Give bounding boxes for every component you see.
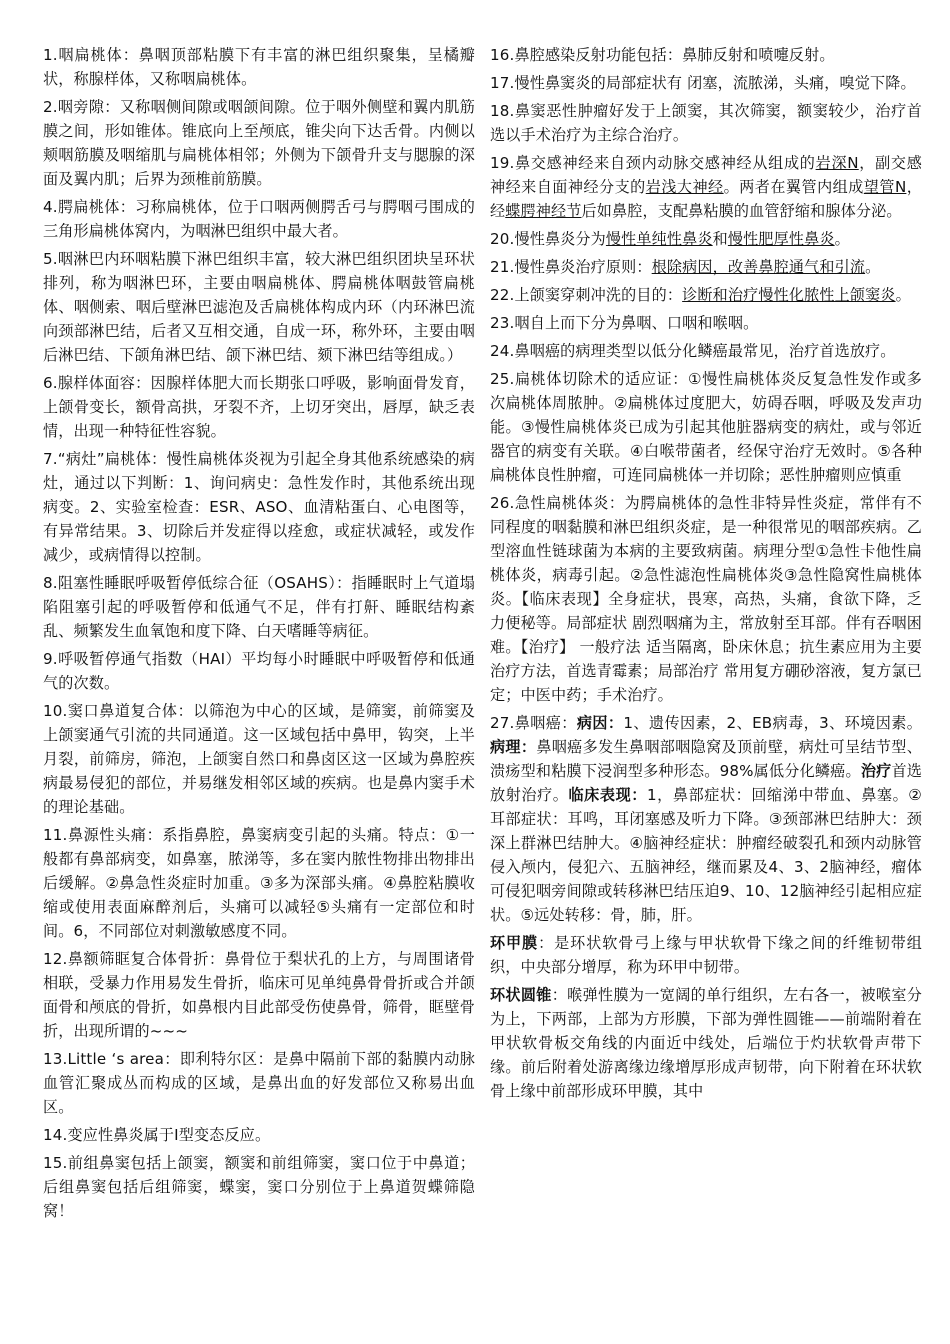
conus-elasticus-term: 环状圆锥 (490, 986, 552, 1004)
entry-5-lymphatic-ring: 5.咽淋巴内环咽粘膜下淋巴组织丰富，较大淋巴组织团块呈环状排列，称为咽淋巴环，主要由咽扁桃体、腭扁桃体咽鼓管扁桃体、咽侧索、咽后壁淋巴滤泡及舌扁桃体构成内环（内环淋巴流向颈部淋巴结，后者又互相交通，自成一环，称外环，主要由咽后淋巴结、下颌角淋巴结、颌下淋巴结、颏下淋巴结等组成。） (43, 250, 475, 364)
entry-27-text-3: 鼻咽癌多发生鼻咽部咽隐窝及顶前壁，病灶可呈结节型、溃疡型和粘膜下浸润型多种形态。98%属低分化鳞癌。 (490, 738, 922, 780)
cricothyroid-membrane-term: 环甲膜 (490, 934, 539, 952)
left-column (43, 43, 475, 1227)
entry-20-text-3: 。 (834, 230, 850, 248)
entry-19-underlined-1: 岩深N (815, 154, 859, 172)
entry-27-text-5: 1，鼻部症状：回缩涕中带血、鼻塞。②耳部症状：耳鸣，耳闭塞感及听力下降。③颈部淋巴结肿大：颈深上群淋巴结肿大。④脑神经症状：肿瘤经破裂孔和颈内动脉管侵入颅内，侵犯六、五脑神经，继而累及4、3、2脑神经，瘤体可侵犯咽旁间隙或转移淋巴结压迫9、10、12脑神经引起相应症状。⑤远处转移：骨，肺，肝。 (490, 786, 922, 924)
entry-1-pharyngeal-tonsil: 1.咽扁桃体：鼻咽顶部粘膜下有丰富的淋巴组织聚集，呈橘瓣状，称腺样体，又称咽扁桃体。 (43, 46, 475, 88)
entry-23-pharynx-divisions: 23.咽自上而下分为鼻咽、口咽和喉咽。 (490, 314, 759, 332)
entry-13-littles-area: 13.Little ‘s area：即利特尔区：是鼻中隔前下部的黏膜内动脉血管汇聚成丛而构成的区域，是鼻出血的好发部位又称易出血区。 (43, 1050, 475, 1116)
entry-6-adenoid-face: 6.腺样体面容：因腺样体肥大而长期张口呼吸，影响面骨发育，上颌骨变长，额骨高拱，牙裂不齐，上切牙突出，唇厚，缺乏表情，出现一种特征性容貌。 (43, 374, 475, 440)
entry-27-text-4: 首选放射治疗。 (490, 762, 922, 804)
entry-14-allergic-rhinitis: 14.变应性鼻炎属于Ⅰ型变态反应。 (43, 1126, 271, 1144)
entry-8-osahs: 8.阻塞性睡眠呼吸暂停低综合征（OSAHS）：指睡眠时上气道塌陷阻塞引起的呼吸暂停和低通气不足，伴有打鼾、睡眠结构紊乱、频繁发生血氧饱和度下降、白天嗜睡等病征。 (43, 574, 475, 640)
entry-19-underlined-3: 望管N (863, 178, 907, 196)
entry-25-tonsillectomy-indications: 25.扁桃体切除术的适应证：①慢性扁桃体炎反复急性发作或多次扁桃体周脓肿。②扁桃体过度肥大，妨碍吞咽，呼吸及发声功能。③慢性扁桃体炎已成为引起其他脏器病变的病灶，或与邻近器官的病变有关联。④白喉带菌者，经保守治疗无效时。⑤各种扁桃体良性肿瘤，可连同扁桃体一并切除；恶性肿瘤则应慎重 (490, 370, 922, 484)
entry-18-sinus-malignancy: 18.鼻窦恶性肿瘤好发于上颌窦，其次筛窦，额窦较少，治疗首选以手术治疗为主综合治疗。 (490, 102, 922, 144)
entry-19-text-4: ，经 (490, 178, 922, 220)
cricothyroid-membrane-text: ：是环状软骨弓上缘与甲状软骨下缘之间的纤维韧带组织，中央部分增厚，称为环甲中韧带。 (490, 934, 922, 976)
entry-27-text-1: 27.鼻咽癌： (490, 714, 577, 732)
entry-19-text-5: 后如鼻腔，支配鼻粘膜的血管舒缩和腺体分泌。 (581, 202, 902, 220)
entry-27-bold-pathology: 病理： (490, 738, 537, 756)
entry-17-chronic-sinusitis: 17.慢性鼻窦炎的局部症状有 闭塞，流脓涕，头痛，嗅觉下降。 (490, 74, 916, 92)
entry-10-ostiomeatal-complex: 10.窦口鼻道复合体：以筛泡为中心的区域，是筛窦，前筛窦及上颌窦通气引流的共同通道。这一区域包括中鼻甲，钩突，上半月裂，前筛房，筛泡，上颌窦自然口和鼻卤区这一区域为鼻腔疾病最易侵犯的部位，并易继发相邻区域的疾病。也是鼻内窦手术的理论基础。 (43, 702, 475, 816)
entry-12-naso-orbital-fracture: 12.鼻额筛眶复合体骨折：鼻骨位于梨状孔的上方，与周围诸骨相联，受暴力作用易发生骨折，临床可见单纯鼻骨骨折或合并颌面骨和颅底的骨折，如鼻根内目此部受伤使鼻骨，筛骨，眶壁骨折，出现所谓的~~~ (43, 950, 475, 1040)
entry-21-text-2: 。 (865, 258, 881, 276)
entry-27-text-2: 1、遗传因素，2、EB病毒，3、环境因素。 (623, 714, 922, 732)
entry-19-underlined-4: 蝶腭神经节 (505, 202, 582, 220)
entry-19-text-1: 19.鼻交感神经来自颈内动脉交感神经从组成的 (490, 154, 816, 172)
entry-11-rhinogenic-headache: 11.鼻源性头痛：系指鼻腔，鼻窦病变引起的头痛。特点：①一般都有鼻部病变，如鼻塞，脓涕等，多在窦内脓性物排出物排出后缓解。②鼻急性炎症时加重。③多为深部头痛。④鼻腔粘膜收缩或使用表面麻醉剂后，头痛可以减轻⑤头痛有一定部位和时间。6，不同部位对刺激敏感度不同。 (43, 826, 475, 940)
entry-20-underlined-1: 慢性单纯性鼻炎 (605, 230, 713, 248)
entry-21-underlined-1: 根除病因，改善鼻腔通气和引流 (651, 258, 866, 276)
entry-19-text-2: ，副交感神经来自面神经分支的 (490, 154, 922, 196)
entry-24-npc-pathology: 24.鼻咽癌的病理类型以低分化鳞癌最常见，治疗首选放疗。 (490, 342, 896, 360)
entry-2-parapharyngeal-space: 2.咽旁隙：又称咽侧间隙或咽颌间隙。位于咽外侧壁和翼内肌筋膜之间，形如锥体。锥底向上至颅底，锥尖向下达舌骨。内侧以颊咽筋膜及咽缩肌与扁桃体相邻；外侧为下颌骨升支与腮腺的深面及翼内肌；后界为颈椎前筋膜。 (43, 98, 475, 188)
entry-20-text-2: 和 (712, 230, 728, 248)
entry-19-text-3: 。两者在翼管内组成 (723, 178, 864, 196)
entry-27-bold-clinical: 临床表现： (568, 786, 647, 804)
entry-9-hai: 9.呼吸暂停通气指数（HAI）平均每小时睡眠中呼吸暂停和低通气的次数。 (43, 650, 475, 692)
entry-22-underlined-1: 诊断和治疗慢性化脓性上颌窦炎 (682, 286, 896, 304)
entry-19-underlined-2: 岩浅大神经 (645, 178, 724, 196)
entry-15-sinus-groups: 15.前组鼻窦包括上颌窦，额窦和前组筛窦，窦口位于中鼻道；后组鼻窦包括后组筛窦，蝶窦，窦口分别位于上鼻道贺蝶筛隐窝！ (43, 1154, 475, 1220)
entry-20-chronic-rhinitis-types (490, 227, 922, 251)
entry-22-maxillary-puncture (490, 283, 922, 307)
entry-26-acute-tonsillitis: 26.急性扁桃体炎：为腭扁桃体的急性非特异性炎症，常伴有不同程度的咽黏膜和淋巴组织炎症，是一种很常见的咽部疾病。乙型溶血性链球菌为本病的主要致病菌。病理分型①急性卡他性扁桃体炎，病毒引起。②急性滤泡性扁桃体炎③急性隐窝性扁桃体炎。【临床表现】全身症状，畏寒，高热，头痛，食欲下降，乏力便秘等。局部症状 剧烈咽痛为主，常放射至耳部。伴有吞咽困难。【治疗】 一般疗法 适当隔离，卧床休息；抗生素应用为主要治疗方法，首选青霉素；局部治疗 常用复方硼砂溶液，复方氯已定；中医中药；手术治疗。 (490, 494, 922, 704)
entry-19-nasal-nerves (490, 151, 922, 223)
entry-27-bold-treatment: 治疗 (860, 762, 892, 780)
entry-7-focal-tonsil: 7.“病灶”扁桃体：慢性扁桃体炎视为引起全身其他系统感染的病灶，通过以下判断：1、询问病史：急性发作时，其他系统出现病变。2、实验室检查：ESR、ASO、血清粘蛋白、心电图等，有异常结果。3、切除后并发症得以痊愈，或症状减轻，或发作减少，或病情得以控制。 (43, 450, 475, 564)
entry-20-text-1: 20.慢性鼻炎分为 (490, 230, 606, 248)
right-column (490, 43, 922, 1107)
entry-27-nasopharyngeal-carcinoma (490, 711, 922, 927)
entry-20-underlined-2: 慢性肥厚性鼻炎 (727, 230, 835, 248)
entry-21-text-1: 21.慢性鼻炎治疗原则： (490, 258, 652, 276)
entry-21-treatment-principle (490, 255, 922, 279)
entry-4-palatine-tonsil: 4.腭扁桃体：习称扁桃体，位于口咽两侧腭舌弓与腭咽弓围成的三角形扁桃体窝内，为咽淋巴组织中最大者。 (43, 198, 475, 240)
entry-22-text-1: 22.上颌窦穿刺冲洗的目的： (490, 286, 683, 304)
entry-22-text-2: 。 (895, 286, 911, 304)
conus-elasticus-text: ：喉弹性膜为一宽阔的单行组织，左右各一，被喉室分为上，下两部，上部为方形膜，下部为弹性圆锥——前端附着在甲状软骨板交角线的内面近中线处，后端位于灼状软骨声带下缘。前后附着处游离缘边缘增厚形成声韧带，向下附着在环状软骨上缘中前部形成环甲膜，其中 (490, 986, 922, 1100)
entry-conus-elasticus (490, 983, 922, 1103)
entry-cricothyroid-membrane (490, 931, 922, 979)
entry-27-bold-etiology: 病因： (576, 714, 624, 732)
entry-16-nasal-reflex: 16.鼻腔感染反射功能包括：鼻肺反射和喷嚏反射。 (490, 46, 835, 64)
